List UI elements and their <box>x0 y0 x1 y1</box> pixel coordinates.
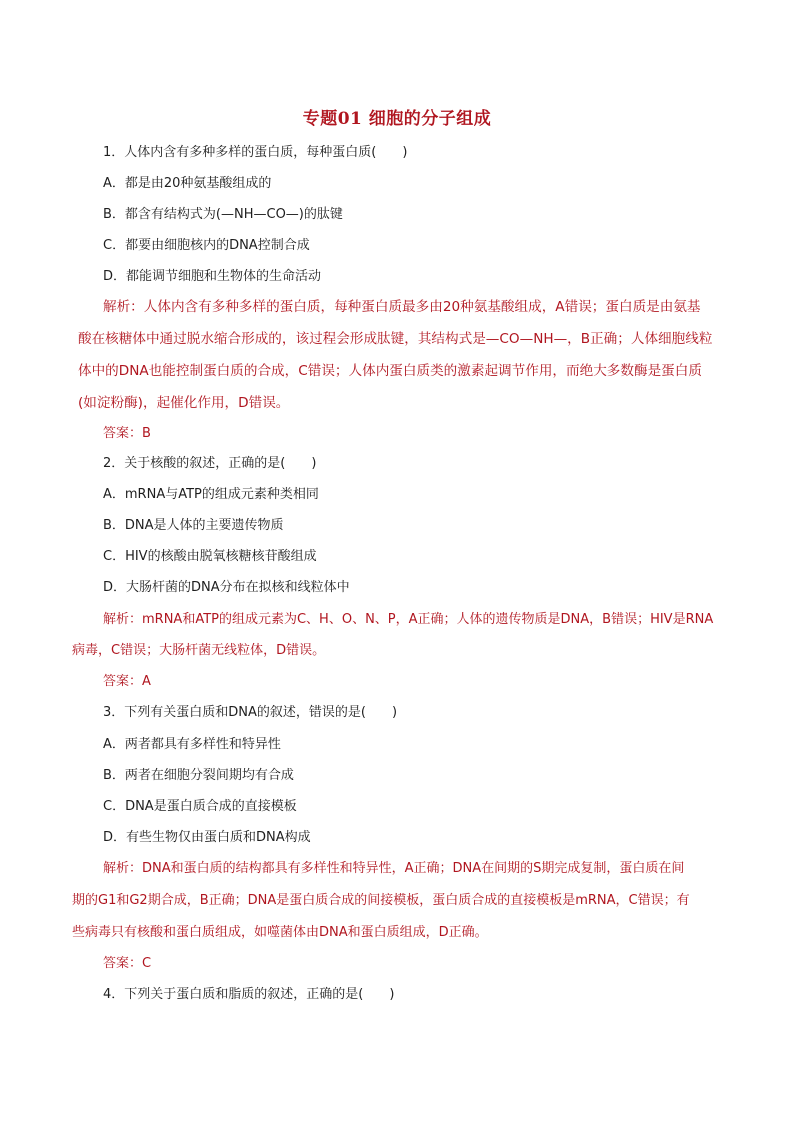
document-title: 专题01 细胞的分子组成 <box>302 109 492 129</box>
question-3-option-a: A．两者都具有多样性和特异性 <box>103 737 281 752</box>
question-2-explanation-line-1: 解析：mRNA和ATP的组成元素为C、H、O、N、P，A正确；人体的遗传物质是DNA，B错误；HIV是RNA <box>103 612 714 627</box>
question-4-stem: 4．下列关于蛋白质和脂质的叙述，正确的是( ) <box>103 987 395 1002</box>
question-3-option-b: B．两者在细胞分裂间期均有合成 <box>103 768 294 783</box>
question-3-stem: 3．下列有关蛋白质和DNA的叙述，错误的是( ) <box>103 705 398 720</box>
question-1-explanation-line-1: 解析：人体内含有多种多样的蛋白质，每种蛋白质最多由20种氨基酸组成，A错误；蛋白质是由氨基 <box>103 299 701 315</box>
question-3-explanation-line-3: 些病毒只有核酸和蛋白质组成，如噬菌体由DNA和蛋白质组成，D正确。 <box>72 925 488 940</box>
question-2-answer: 答案：A <box>103 674 151 689</box>
question-3-option-c: C．DNA是蛋白质合成的直接模板 <box>103 799 297 814</box>
question-1-answer: 答案：B <box>103 426 151 441</box>
question-2-option-b: B．DNA是人体的主要遗传物质 <box>103 518 284 533</box>
question-1-stem: 1．人体内含有多种多样的蛋白质，每种蛋白质( ) <box>103 145 408 160</box>
question-1-option-a: A．都是由20种氨基酸组成的 <box>103 176 272 191</box>
question-2-option-c: C．HIV的核酸由脱氧核糖核苷酸组成 <box>103 549 317 564</box>
question-3-explanation-line-2: 期的G1和G2期合成，B正确；DNA是蛋白质合成的间接模板，蛋白质合成的直接模板是mRNA，C错误；有 <box>72 893 690 908</box>
question-2-option-d: D．大肠杆菌的DNA分布在拟核和线粒体中 <box>103 580 350 595</box>
question-3-explanation-line-1: 解析：DNA和蛋白质的结构都具有多样性和特异性，A正确；DNA在间期的S期完成复制，蛋白质在间 <box>103 861 685 876</box>
question-2-option-a: A．mRNA与ATP的组成元素种类相同 <box>103 487 319 502</box>
question-2-explanation-line-2: 病毒，C错误；大肠杆菌无线粒体，D错误。 <box>72 643 326 658</box>
question-1-explanation-line-2: 酸在核糖体中通过脱水缩合形成的，该过程会形成肽键，其结构式是—CO—NH—，B正确；人体细胞线粒 <box>78 331 713 347</box>
question-1-explanation-line-4: (如淀粉酶)，起催化作用，D错误。 <box>78 395 290 411</box>
question-1-explanation-line-3: 体中的DNA也能控制蛋白质的合成，C错误；人体内蛋白质类的激素起调节作用，而绝大多数酶是蛋白质 <box>78 363 702 379</box>
question-1-option-c: C．都要由细胞核内的DNA控制合成 <box>103 238 310 253</box>
question-3-answer: 答案：C <box>103 956 152 971</box>
question-1-option-d: D．都能调节细胞和生物体的生命活动 <box>103 269 322 284</box>
question-1-option-b: B．都含有结构式为(—NH—CO—)的肽键 <box>103 207 343 222</box>
question-2-stem: 2．关于核酸的叙述，正确的是( ) <box>103 456 317 471</box>
question-3-option-d: D．有些生物仅由蛋白质和DNA构成 <box>103 830 311 845</box>
